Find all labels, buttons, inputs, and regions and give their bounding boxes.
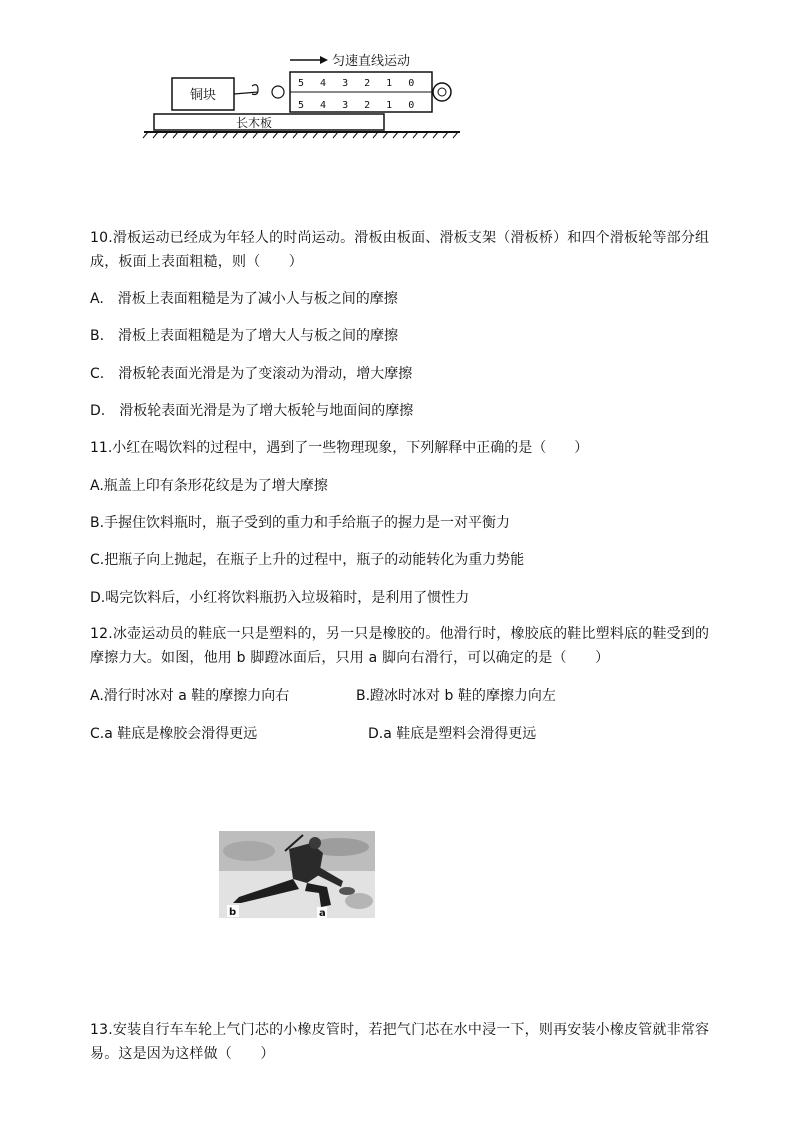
figure-label-a: a <box>319 908 326 918</box>
question-11-option-d: D.喝完饮料后，小红将饮料瓶扔入垃圾箱时，是利用了惯性力 <box>90 590 470 606</box>
question-11-option-a: A.瓶盖上印有条形花纹是为了增大摩擦 <box>90 478 328 494</box>
spring-scale-experiment-figure <box>140 48 470 140</box>
question-13-stem-line2: 易。这是因为这样做（ ） <box>90 1046 275 1062</box>
copper-block-label: 铜块 <box>190 88 217 103</box>
question-12-option-a: A.滑行时冰对 a 鞋的摩擦力向右 <box>90 688 290 704</box>
question-13-stem-line1: 13.安装自行车车轮上气门芯的小橡皮管时，若把气门芯在水中浸一下，则再安装小橡皮管就非常容 <box>90 1022 710 1038</box>
question-10-stem-line1: 10.滑板运动已经成为年轻人的时尚运动。滑板由板面、滑板支架（滑板桥）和四个滑板轮等部分组 <box>90 230 710 246</box>
question-12-stem-line2: 摩擦力大。如图，他用 b 脚蹬冰面后，只用 a 脚向右滑行，可以确定的是（ ） <box>90 650 610 666</box>
scale-digits-bottom: 5 4 3 2 1 0 <box>298 100 420 111</box>
question-10-option-a: A. 滑板上表面粗糙是为了减小人与板之间的摩擦 <box>90 291 398 307</box>
question-11-stem: 11.小红在喝饮料的过程中，遇到了一些物理现象，下列解释中正确的是（ ） <box>90 440 589 456</box>
question-12-option-b: B.蹬冰时冰对 b 鞋的摩擦力向左 <box>356 688 556 704</box>
question-12-stem <box>90 622 710 670</box>
question-10-option-d: D. 滑板轮表面光滑是为了增大板轮与地面间的摩擦 <box>90 403 414 419</box>
question-10-stem <box>90 226 710 274</box>
scale-digits-top: 5 4 3 2 1 0 <box>298 78 420 89</box>
question-10-stem-line2: 成，板面上表面粗糙，则（ ） <box>90 254 303 270</box>
long-board-label: 长木板 <box>236 116 273 130</box>
question-12-option-c: C.a 鞋底是橡胶会滑得更远 <box>90 726 258 742</box>
figure-label-b: b <box>229 907 237 918</box>
question-11-option-c: C.把瓶子向上抛起，在瓶子上升的过程中，瓶子的动能转化为重力势能 <box>90 552 525 568</box>
question-10-option-c: C. 滑板轮表面光滑是为了变滚动为滑动，增大摩擦 <box>90 366 413 382</box>
question-12-option-d: D.a 鞋底是塑料会滑得更远 <box>368 726 537 742</box>
motion-arrow-label: 匀速直线运动 <box>332 54 411 69</box>
curling-athlete-photo <box>219 831 375 918</box>
question-13-stem <box>90 1018 710 1066</box>
question-12-stem-line1: 12.冰壶运动员的鞋底一只是塑料的，另一只是橡胶的。他滑行时，橡胶底的鞋比塑料底的鞋受到的 <box>90 626 710 642</box>
question-11-option-b: B.手握住饮料瓶时，瓶子受到的重力和手给瓶子的握力是一对平衡力 <box>90 515 511 531</box>
question-10-option-b: B. 滑板上表面粗糙是为了增大人与板之间的摩擦 <box>90 328 399 344</box>
